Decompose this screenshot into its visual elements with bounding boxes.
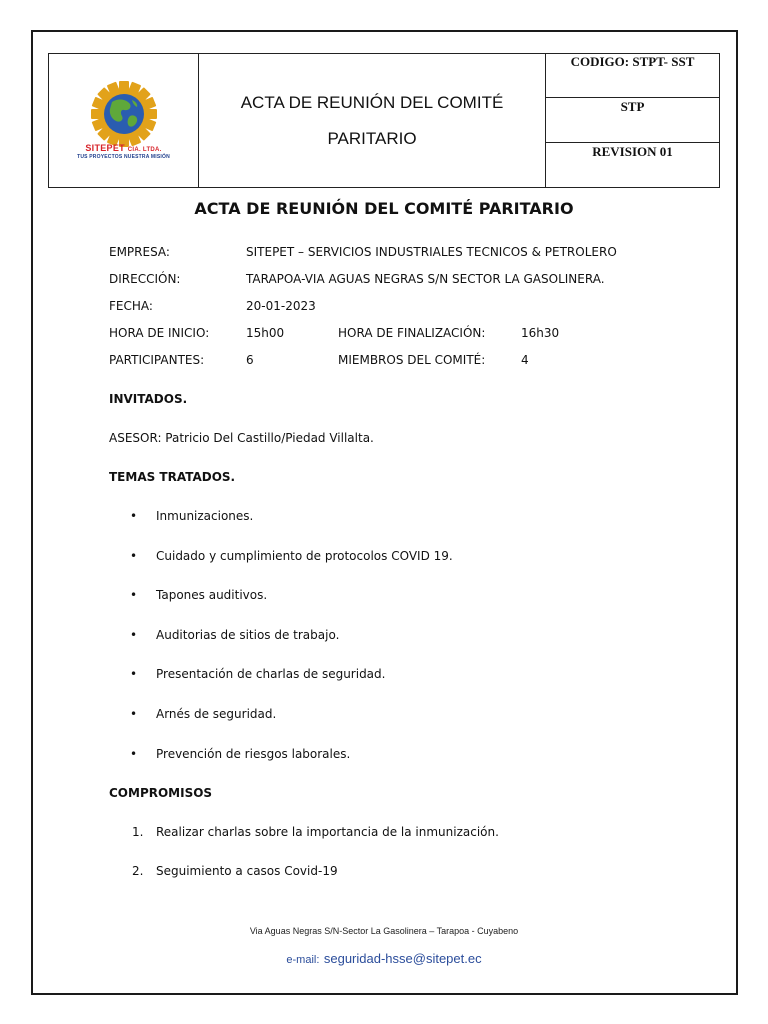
fecha-value: 20-01-2023	[246, 299, 316, 313]
asesor-text: ASESOR: Patricio Del Castillo/Piedad Villalta.	[109, 431, 374, 445]
footer-email	[0, 950, 768, 968]
header-code-cell	[546, 54, 719, 187]
document-code: CODIGO: STPT- SST	[546, 54, 719, 98]
bullet-icon: •	[130, 706, 138, 721]
participantes-label: PARTICIPANTES:	[109, 353, 205, 367]
logo-tagline: TUS PROYECTOS NUESTRA MISIÓN	[77, 154, 170, 160]
empresa-value: SITEPET – SERVICIOS INDUSTRIALES TECNICOS & PETROLERO	[246, 245, 617, 259]
direccion-label: DIRECCIÓN:	[109, 272, 181, 286]
footer-address: Via Aguas Negras S/N-Sector La Gasolinera – Tarapoa - Cuyabeno	[249, 926, 519, 936]
bullet-icon: •	[130, 548, 138, 563]
miembros-value: 4	[521, 353, 529, 367]
document-abbr: STP	[546, 98, 719, 143]
compromisos-heading: COMPROMISOS	[109, 786, 213, 800]
empresa-label: EMPRESA:	[109, 245, 170, 259]
bullet-icon: •	[130, 627, 138, 642]
document-title: ACTA DE REUNIÓN DEL COMITÉ PARITARIO	[194, 199, 574, 218]
bullet-icon: •	[130, 746, 138, 761]
hora-fin-label: HORA DE FINALIZACIÓN:	[338, 326, 486, 340]
bullet-icon: •	[130, 509, 138, 523]
gear-globe-icon	[69, 81, 179, 147]
hora-inicio-value: 15h00	[246, 326, 285, 340]
fecha-label: FECHA:	[109, 299, 153, 313]
direccion-value: TARAPOA-VIA AGUAS NEGRAS S/N SECTOR LA GASOLINERA.	[246, 272, 605, 286]
email-label: e-mail:	[286, 954, 320, 966]
document-revision: REVISION 01	[592, 144, 673, 159]
header-table	[48, 53, 720, 188]
miembros-label: MIEMBROS DEL COMITÉ:	[338, 353, 486, 367]
hora-fin-value: 16h30	[521, 326, 560, 340]
header-title: ACTA DE REUNIÓN DEL COMITÉ PARITARIO	[240, 92, 504, 148]
hora-inicio-label: HORA DE INICIO:	[109, 326, 210, 340]
bullet-icon: •	[130, 588, 138, 603]
email-link[interactable]: seguridad-hsse@sitepet.ec	[323, 951, 482, 966]
bullet-icon: •	[130, 667, 138, 682]
participantes-value: 6	[246, 353, 254, 367]
invitados-heading: INVITADOS.	[109, 392, 188, 406]
temas-heading: TEMAS TRATADOS.	[109, 470, 236, 484]
header-title-cell	[199, 54, 546, 187]
logo-company-name: SITEPET CIA. LTDA.	[85, 143, 162, 153]
company-logo	[49, 54, 199, 187]
